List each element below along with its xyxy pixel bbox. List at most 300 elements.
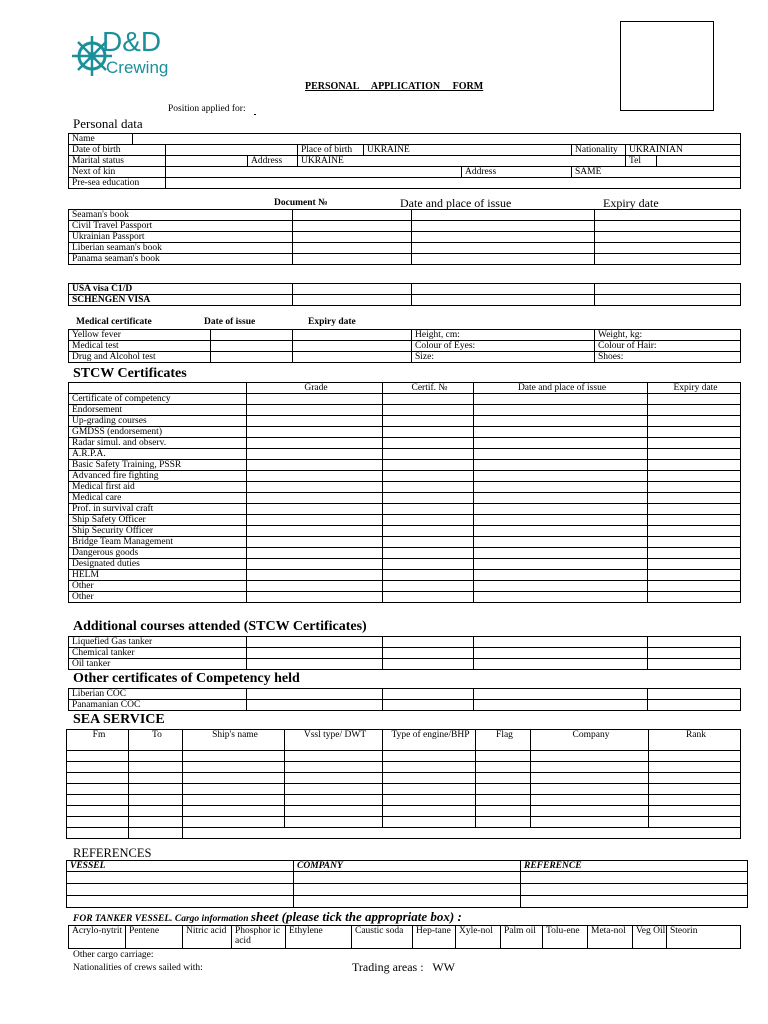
- stcw-field[interactable]: [383, 570, 474, 581]
- cargo-option[interactable]: Palm oil: [501, 926, 543, 949]
- cargo-option[interactable]: Pentene: [126, 926, 183, 949]
- references-field[interactable]: [521, 884, 748, 896]
- sea-field[interactable]: [531, 795, 649, 806]
- sea-field[interactable]: [476, 773, 531, 784]
- sea-field[interactable]: [476, 817, 531, 828]
- stcw-field[interactable]: [247, 515, 383, 526]
- stcw-field[interactable]: [474, 438, 648, 449]
- document-row: [69, 221, 741, 232]
- stcw-field[interactable]: [474, 559, 648, 570]
- sea-field[interactable]: [383, 817, 476, 828]
- stcw-row: [69, 581, 741, 592]
- stcw-field[interactable]: [648, 537, 741, 548]
- sea-field[interactable]: [383, 762, 476, 773]
- sea-field[interactable]: [383, 784, 476, 795]
- sea-field[interactable]: [129, 817, 183, 828]
- sea-row: [67, 828, 741, 839]
- sea-field[interactable]: [67, 806, 129, 817]
- stcw-field[interactable]: [247, 405, 383, 416]
- sea-field[interactable]: [383, 773, 476, 784]
- company-logo: [70, 26, 180, 84]
- competency-row-field[interactable]: [383, 689, 474, 700]
- stcw-field[interactable]: [247, 438, 383, 449]
- sea-field[interactable]: [183, 806, 285, 817]
- additional-row-label: Oil tanker: [69, 659, 247, 670]
- stcw-field[interactable]: [247, 581, 383, 592]
- stcw-field[interactable]: [247, 471, 383, 482]
- sea-field[interactable]: [476, 806, 531, 817]
- stcw-row: [69, 405, 741, 416]
- sea-header-col: Rank: [649, 730, 741, 751]
- sea-field[interactable]: [67, 784, 129, 795]
- cargo-option[interactable]: Hep-tane: [413, 926, 456, 949]
- stcw-field[interactable]: [247, 592, 383, 603]
- cargo-option[interactable]: Tolu-ene: [543, 926, 588, 949]
- cargo-table: [68, 925, 741, 949]
- additional-row-field[interactable]: [383, 659, 474, 670]
- stcw-field[interactable]: [247, 570, 383, 581]
- references-field[interactable]: [67, 884, 294, 896]
- references-field[interactable]: [294, 896, 521, 908]
- document-place-field[interactable]: [412, 232, 595, 243]
- stcw-header-name: [69, 383, 247, 394]
- sea-header-col: To: [129, 730, 183, 751]
- sea-field[interactable]: [67, 762, 129, 773]
- sea-field[interactable]: [285, 784, 383, 795]
- stcw-field[interactable]: [383, 504, 474, 515]
- sea-field[interactable]: [476, 784, 531, 795]
- sea-header-col: Company: [531, 730, 649, 751]
- personal-heading: Personal data: [73, 116, 143, 131]
- physical-attr-label[interactable]: Height, cm:: [412, 330, 595, 341]
- cargo-option[interactable]: Veg Oil: [633, 926, 667, 949]
- stcw-field[interactable]: [474, 493, 648, 504]
- document-place-field[interactable]: [412, 243, 595, 254]
- sea-field[interactable]: [183, 762, 285, 773]
- name-field[interactable]: [133, 134, 741, 145]
- stcw-field[interactable]: [648, 471, 741, 482]
- stcw-field[interactable]: [383, 438, 474, 449]
- stcw-field[interactable]: [247, 449, 383, 460]
- sea-field[interactable]: [383, 806, 476, 817]
- stcw-field[interactable]: [648, 394, 741, 405]
- sea-header-col: Vssl type/ DWT: [285, 730, 383, 751]
- physical-attr2-label[interactable]: Weight, kg:: [595, 330, 741, 341]
- stcw-row: [69, 559, 741, 570]
- document-expiry-field[interactable]: [595, 232, 741, 243]
- additional-row-field[interactable]: [474, 648, 648, 659]
- document-number-field[interactable]: [293, 243, 412, 254]
- cargo-option[interactable]: Ethylene: [286, 926, 352, 949]
- additional-row-field[interactable]: [648, 659, 741, 670]
- stcw-row: [69, 515, 741, 526]
- sea-field[interactable]: [285, 817, 383, 828]
- sea-field[interactable]: [649, 795, 741, 806]
- competency-row-field[interactable]: [247, 700, 383, 711]
- stcw-label: Medical first aid: [69, 482, 247, 493]
- sea-row: [67, 795, 741, 806]
- stcw-field[interactable]: [648, 548, 741, 559]
- logo-brand: D&D: [102, 26, 162, 57]
- stcw-label: A.R.P.A.: [69, 449, 247, 460]
- sea-field[interactable]: [285, 773, 383, 784]
- stcw-field[interactable]: [383, 559, 474, 570]
- visa-place-field[interactable]: [412, 284, 595, 295]
- competency-row: [69, 689, 741, 700]
- stcw-field[interactable]: [383, 515, 474, 526]
- visa-expiry-field[interactable]: [595, 295, 741, 306]
- stcw-label: HELM: [69, 570, 247, 581]
- physical-attr-label[interactable]: Size:: [412, 352, 595, 363]
- medical-expiry-field[interactable]: [293, 330, 412, 341]
- presea-label: Pre-sea education: [69, 178, 166, 189]
- visa-place-field[interactable]: [412, 295, 595, 306]
- stcw-field[interactable]: [648, 504, 741, 515]
- document-row: [69, 232, 741, 243]
- sea-header-col: Fm: [67, 730, 129, 751]
- stcw-field[interactable]: [474, 405, 648, 416]
- sea-field[interactable]: [476, 795, 531, 806]
- references-field[interactable]: [294, 872, 521, 884]
- cargo-option[interactable]: Caustic soda: [352, 926, 413, 949]
- sea-field[interactable]: [649, 751, 741, 762]
- stcw-field[interactable]: [648, 526, 741, 537]
- visa-label: USA visa C1/D: [69, 284, 293, 295]
- stcw-field[interactable]: [474, 537, 648, 548]
- stcw-row: [69, 570, 741, 581]
- references-field[interactable]: [67, 896, 294, 908]
- stcw-field[interactable]: [247, 559, 383, 570]
- stcw-field[interactable]: [474, 581, 648, 592]
- stcw-field[interactable]: [474, 570, 648, 581]
- stcw-field[interactable]: [648, 559, 741, 570]
- document-expiry-field[interactable]: [595, 243, 741, 254]
- references-header-row: [67, 861, 748, 872]
- stcw-field[interactable]: [474, 394, 648, 405]
- stcw-label: Other: [69, 581, 247, 592]
- sea-field[interactable]: [531, 773, 649, 784]
- sea-field[interactable]: [649, 773, 741, 784]
- cargo-option[interactable]: Phosphor ic acid: [232, 926, 286, 949]
- additional-row-field[interactable]: [474, 637, 648, 648]
- sea-field[interactable]: [183, 773, 285, 784]
- sea-field[interactable]: [129, 828, 183, 839]
- additional-row-field[interactable]: [383, 648, 474, 659]
- position-input[interactable]: [254, 114, 256, 115]
- stcw-field[interactable]: [474, 592, 648, 603]
- additional-row-field[interactable]: [247, 637, 383, 648]
- references-row: [67, 884, 748, 896]
- stcw-field[interactable]: [383, 526, 474, 537]
- sea-field[interactable]: [649, 806, 741, 817]
- sea-field[interactable]: [129, 795, 183, 806]
- sea-field[interactable]: [383, 795, 476, 806]
- document-place-field[interactable]: [412, 254, 595, 265]
- references-field[interactable]: [521, 896, 748, 908]
- medical-expiry-field[interactable]: [293, 341, 412, 352]
- stcw-field[interactable]: [648, 405, 741, 416]
- sea-field[interactable]: [649, 784, 741, 795]
- stcw-label: Bridge Team Management: [69, 537, 247, 548]
- stcw-field[interactable]: [648, 427, 741, 438]
- document-number-field[interactable]: [293, 254, 412, 265]
- stcw-field[interactable]: [383, 537, 474, 548]
- stcw-field[interactable]: [247, 427, 383, 438]
- sea-row: [67, 784, 741, 795]
- other-cargo-label: Other cargo carriage:: [73, 950, 154, 960]
- cargo-option[interactable]: Xyle-nol: [456, 926, 501, 949]
- competency-row-field[interactable]: [247, 689, 383, 700]
- sea-field[interactable]: [285, 795, 383, 806]
- stcw-field[interactable]: [247, 460, 383, 471]
- additional-row-field[interactable]: [648, 648, 741, 659]
- stcw-table: [68, 382, 741, 603]
- references-table: [66, 860, 748, 908]
- stcw-field[interactable]: [383, 449, 474, 460]
- sea-field[interactable]: [531, 817, 649, 828]
- stcw-field[interactable]: [383, 394, 474, 405]
- document-expiry-field[interactable]: [595, 221, 741, 232]
- stcw-row: [69, 504, 741, 515]
- document-row: [69, 254, 741, 265]
- additional-row-field[interactable]: [648, 637, 741, 648]
- stcw-field[interactable]: [247, 504, 383, 515]
- stcw-field[interactable]: [247, 493, 383, 504]
- stcw-field[interactable]: [474, 504, 648, 515]
- stcw-header-h_cert: Certif. №: [383, 383, 474, 394]
- sea-row: [67, 817, 741, 828]
- stcw-field[interactable]: [648, 482, 741, 493]
- stcw-field[interactable]: [648, 592, 741, 603]
- visa-number-field[interactable]: [293, 284, 412, 295]
- stcw-field[interactable]: [474, 482, 648, 493]
- pob-field[interactable]: UKRAINE: [364, 145, 572, 156]
- stcw-heading: STCW Certificates: [73, 366, 187, 381]
- stcw-row: [69, 548, 741, 559]
- additional-row-field[interactable]: [383, 637, 474, 648]
- photo-box[interactable]: [620, 21, 714, 111]
- stcw-field[interactable]: [474, 515, 648, 526]
- cargo-option[interactable]: Meta-nol: [588, 926, 633, 949]
- document-expiry-field[interactable]: [595, 210, 741, 221]
- references-field[interactable]: [294, 884, 521, 896]
- sea-row: [67, 762, 741, 773]
- stcw-field[interactable]: [247, 482, 383, 493]
- stcw-field[interactable]: [474, 416, 648, 427]
- sea-field[interactable]: [129, 751, 183, 762]
- stcw-field[interactable]: [648, 449, 741, 460]
- medical-date-field[interactable]: [211, 341, 293, 352]
- stcw-row: [69, 449, 741, 460]
- sea-field[interactable]: [129, 762, 183, 773]
- stcw-row: [69, 460, 741, 471]
- sea-field[interactable]: [129, 773, 183, 784]
- competency-row-field[interactable]: [648, 689, 741, 700]
- pob-label: Place of birth: [298, 145, 364, 156]
- additional-row-field[interactable]: [474, 659, 648, 670]
- sea-field[interactable]: [183, 817, 285, 828]
- stcw-field[interactable]: [247, 526, 383, 537]
- stcw-field[interactable]: [474, 427, 648, 438]
- stcw-field[interactable]: [247, 394, 383, 405]
- sea-field[interactable]: [383, 751, 476, 762]
- additional-row-field[interactable]: [247, 659, 383, 670]
- sea-field[interactable]: [531, 751, 649, 762]
- medical-label: Yellow fever: [69, 330, 211, 341]
- sea-field[interactable]: [129, 806, 183, 817]
- medical-header-expiry: Expiry date: [308, 317, 356, 327]
- sea-field[interactable]: [183, 795, 285, 806]
- visa-number-field[interactable]: [293, 295, 412, 306]
- stcw-field[interactable]: [247, 548, 383, 559]
- sea-field[interactable]: [531, 784, 649, 795]
- stcw-label: Endorsement: [69, 405, 247, 416]
- sea-heading: SEA SERVICE: [73, 712, 165, 727]
- doc-header-number: Document №: [274, 198, 328, 208]
- stcw-field[interactable]: [383, 581, 474, 592]
- stcw-label: Prof. in survival craft: [69, 504, 247, 515]
- document-label: Panama seaman's book: [69, 254, 293, 265]
- sea-field[interactable]: [285, 751, 383, 762]
- nationality-field[interactable]: UKRAINIAN: [626, 145, 741, 156]
- sea-field[interactable]: [285, 762, 383, 773]
- sea-field[interactable]: [67, 751, 129, 762]
- physical-attr2-label[interactable]: Shoes:: [595, 352, 741, 363]
- stcw-field[interactable]: [648, 438, 741, 449]
- sea-field[interactable]: [649, 817, 741, 828]
- address-label: Address: [248, 156, 298, 167]
- sea-field[interactable]: [67, 773, 129, 784]
- cargo-option[interactable]: Nitric acid: [183, 926, 232, 949]
- sea-field[interactable]: [67, 795, 129, 806]
- stcw-field[interactable]: [474, 460, 648, 471]
- stcw-field[interactable]: [383, 592, 474, 603]
- references-heading: REFERENCES: [73, 846, 152, 860]
- cargo-row: [69, 926, 741, 949]
- dob-field[interactable]: [166, 145, 298, 156]
- marital-field[interactable]: [166, 156, 248, 167]
- additional-row-field[interactable]: [247, 648, 383, 659]
- medical-date-field[interactable]: [211, 352, 293, 363]
- document-place-field[interactable]: [412, 210, 595, 221]
- sea-field[interactable]: [129, 784, 183, 795]
- sea-field[interactable]: [183, 784, 285, 795]
- references-field[interactable]: [521, 872, 748, 884]
- tel-field[interactable]: [657, 156, 741, 167]
- medical-row: [69, 330, 741, 341]
- sea-field[interactable]: [476, 762, 531, 773]
- document-label: Seaman's book: [69, 210, 293, 221]
- sea-field[interactable]: [183, 751, 285, 762]
- stcw-field[interactable]: [648, 460, 741, 471]
- stcw-field[interactable]: [383, 471, 474, 482]
- document-label: Civil Travel Passport: [69, 221, 293, 232]
- stcw-field[interactable]: [648, 493, 741, 504]
- stcw-row: [69, 471, 741, 482]
- sea-field[interactable]: [183, 828, 741, 839]
- stcw-field[interactable]: [383, 427, 474, 438]
- physical-attr2-label[interactable]: Colour of Hair:: [595, 341, 741, 352]
- sea-header-col: Ship's name: [183, 730, 285, 751]
- competency-row-field[interactable]: [474, 700, 648, 711]
- visa-expiry-field[interactable]: [595, 284, 741, 295]
- stcw-field[interactable]: [383, 405, 474, 416]
- sea-field[interactable]: [67, 817, 129, 828]
- stcw-field[interactable]: [648, 570, 741, 581]
- medical-header-date: Date of issue: [204, 317, 256, 327]
- stcw-field[interactable]: [474, 449, 648, 460]
- stcw-field[interactable]: [648, 416, 741, 427]
- stcw-field[interactable]: [247, 537, 383, 548]
- presea-field[interactable]: [166, 178, 741, 189]
- sea-row: [67, 751, 741, 762]
- sea-field[interactable]: [67, 828, 129, 839]
- stcw-field[interactable]: [474, 471, 648, 482]
- sea-field[interactable]: [285, 806, 383, 817]
- kin-field[interactable]: [166, 167, 462, 178]
- document-number-field[interactable]: [293, 210, 412, 221]
- stcw-label: Up-grading courses: [69, 416, 247, 427]
- sea-field[interactable]: [476, 751, 531, 762]
- sea-header-col: Type of engine/BHP: [383, 730, 476, 751]
- references-field[interactable]: [67, 872, 294, 884]
- stcw-field[interactable]: [383, 548, 474, 559]
- stcw-field[interactable]: [474, 548, 648, 559]
- sea-service-table: [66, 729, 741, 839]
- medical-label: Medical test: [69, 341, 211, 352]
- stcw-field[interactable]: [474, 526, 648, 537]
- document-number-field[interactable]: [293, 232, 412, 243]
- kin-address-label: Address: [462, 167, 572, 178]
- sea-row: [67, 773, 741, 784]
- address-field[interactable]: UKRAINE: [298, 156, 626, 167]
- competency-row-field[interactable]: [648, 700, 741, 711]
- stcw-field[interactable]: [383, 416, 474, 427]
- medical-expiry-field[interactable]: [293, 352, 412, 363]
- document-number-field[interactable]: [293, 221, 412, 232]
- document-expiry-field[interactable]: [595, 254, 741, 265]
- sea-field[interactable]: [531, 762, 649, 773]
- document-place-field[interactable]: [412, 221, 595, 232]
- position-label: Position applied for:: [168, 104, 246, 114]
- competency-row: [69, 700, 741, 711]
- competency-row-field[interactable]: [383, 700, 474, 711]
- document-label: Liberian seaman's book: [69, 243, 293, 254]
- cargo-option[interactable]: Acrylo-nytrit: [69, 926, 126, 949]
- references-header-col: COMPANY: [294, 861, 521, 872]
- stcw-field[interactable]: [383, 493, 474, 504]
- medical-date-field[interactable]: [211, 330, 293, 341]
- visa-table: [68, 283, 741, 306]
- stcw-field[interactable]: [648, 581, 741, 592]
- physical-attr-label[interactable]: Colour of Eyes:: [412, 341, 595, 352]
- tel-label: Tel: [626, 156, 657, 167]
- stcw-field[interactable]: [247, 416, 383, 427]
- stcw-header-h_exp: Expiry date: [648, 383, 741, 394]
- sea-field[interactable]: [531, 806, 649, 817]
- competency-row-field[interactable]: [474, 689, 648, 700]
- additional-heading: Additional courses attended (STCW Certificates): [73, 619, 367, 634]
- dob-label: Date of birth: [69, 145, 166, 156]
- competency-heading: Other certificates of Competency held: [73, 671, 300, 686]
- kin-address-field[interactable]: SAME: [572, 167, 741, 178]
- stcw-field[interactable]: [383, 460, 474, 471]
- cargo-option[interactable]: Steorin: [667, 926, 741, 949]
- stcw-field[interactable]: [383, 482, 474, 493]
- sea-field[interactable]: [649, 762, 741, 773]
- stcw-field[interactable]: [648, 515, 741, 526]
- medical-header-cert: Medical certificate: [76, 317, 152, 327]
